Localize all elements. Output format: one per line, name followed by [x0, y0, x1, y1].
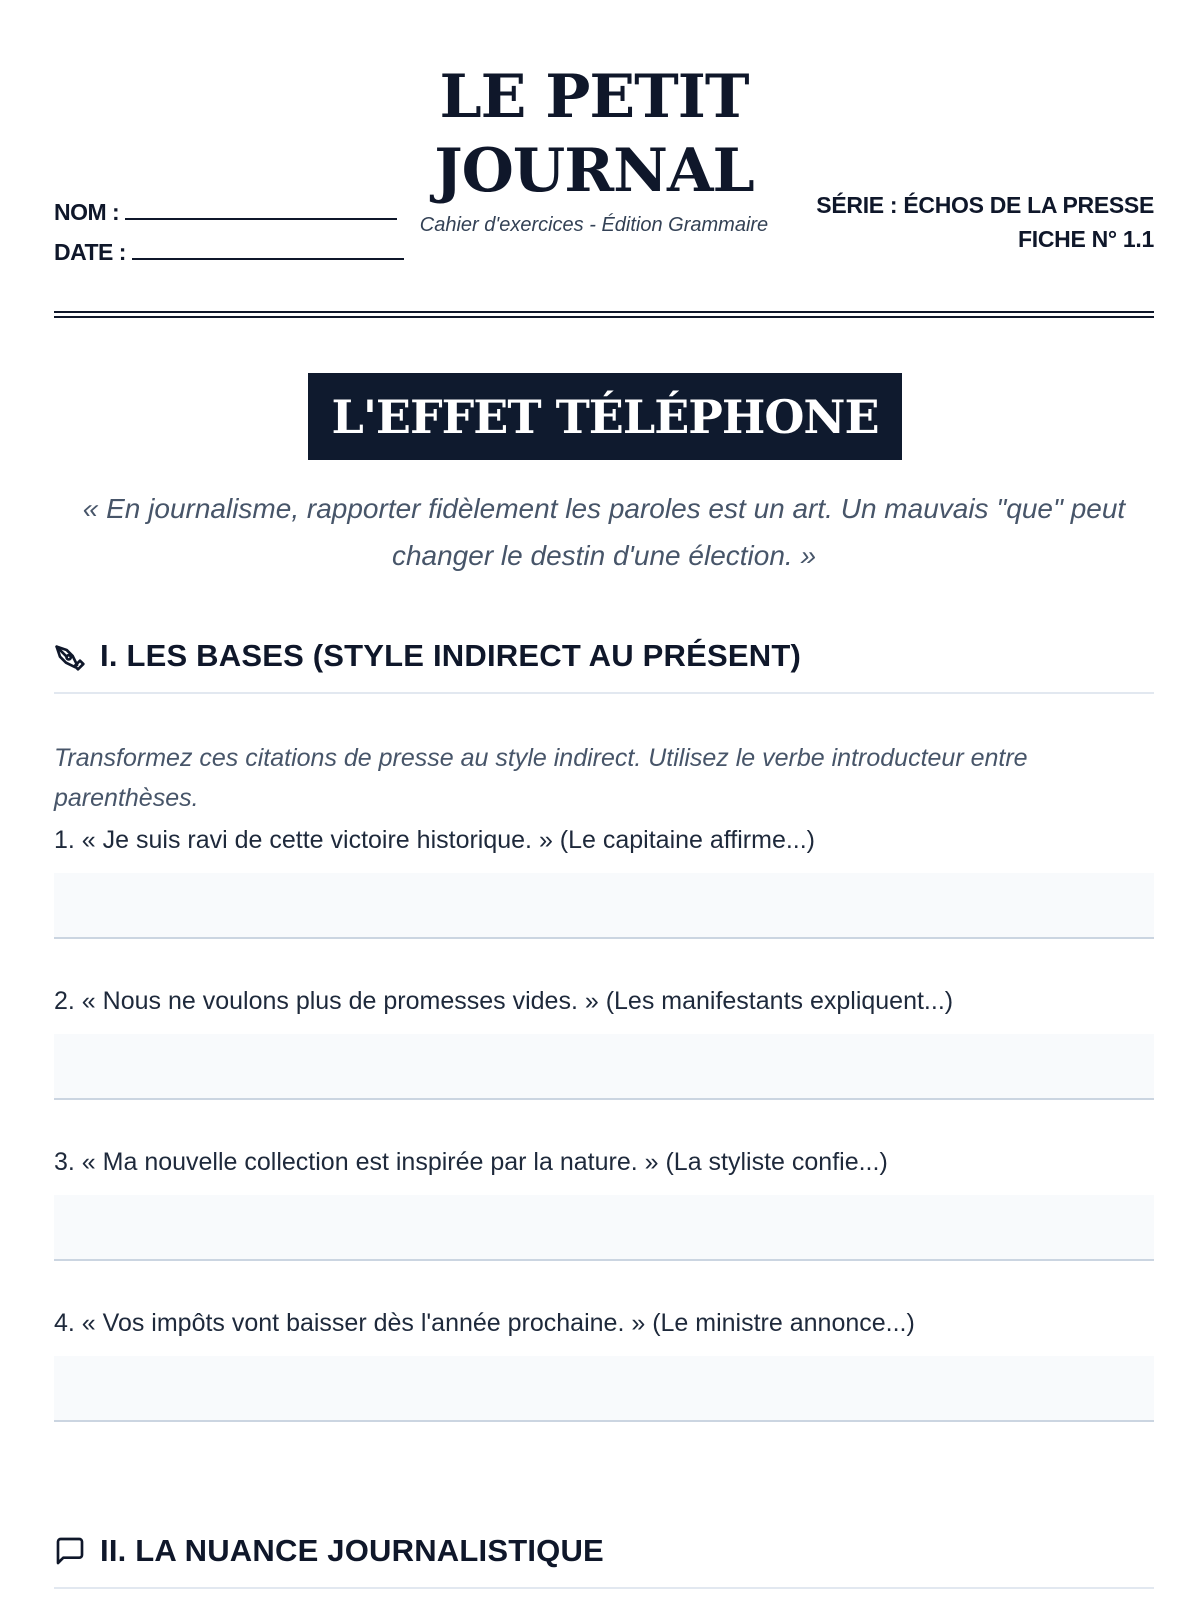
exercise-item: [54, 1306, 1154, 1422]
double-rule-divider: [54, 311, 1154, 318]
section-2-heading: [54, 1515, 1154, 1589]
sheet-number: FICHE N° 1.1: [1018, 226, 1154, 252]
header: [54, 60, 1154, 270]
answer-box[interactable]: [54, 873, 1154, 939]
exercise-item: [54, 823, 1154, 939]
series-label: SÉRIE : ÉCHOS DE LA PRESSE: [816, 192, 1154, 218]
date-field-row: [54, 226, 404, 266]
section-1-heading: [54, 620, 1154, 694]
section-1-instruction: Transformez ces citations de presse au style indirect. Utilisez le verbe introducteur entre parenthèses.: [54, 744, 1028, 812]
series-info: [816, 188, 1154, 256]
title-banner: [308, 373, 902, 460]
epigraph-quote: « En journalisme, rapporter fidèlement les paroles est un art. Un mauvais "que" peut changer le destin d'une élection. »: [82, 493, 1126, 571]
name-field-row: [54, 186, 404, 226]
answer-box[interactable]: [54, 1195, 1154, 1261]
masthead: [394, 60, 794, 239]
date-label: DATE :: [54, 239, 126, 265]
name-label: NOM :: [54, 199, 120, 225]
exercise-item: [54, 984, 1154, 1100]
exercise-prompt: 4. « Vos impôts vont baisser dès l'année prochaine. » (Le ministre annonce...): [54, 1309, 915, 1337]
masthead-title: LE PETIT JOURNAL: [434, 62, 754, 206]
worksheet-title: L'EFFET TÉLÉPHONE: [331, 389, 879, 444]
name-line[interactable]: [125, 194, 397, 220]
masthead-subtitle: Cahier d'exercices - Édition Grammaire: [419, 214, 769, 236]
section-2-title: II. LA NUANCE JOURNALISTIQUE: [100, 1533, 604, 1568]
exercise-prompt: 2. « Nous ne voulons plus de promesses vides. » (Les manifestants expliquent...): [54, 987, 954, 1015]
student-fields: [54, 186, 404, 266]
date-line[interactable]: [132, 234, 404, 260]
speech-bubble-icon: [54, 1535, 86, 1567]
exercise-prompt: 3. « Ma nouvelle collection est inspirée par la nature. » (La styliste confie...): [54, 1148, 888, 1176]
exercise-item: [54, 1145, 1154, 1261]
answer-box[interactable]: [54, 1034, 1154, 1100]
exercise-prompt: 1. « Je suis ravi de cette victoire historique. » (Le capitaine affirme...): [54, 826, 816, 854]
pen-tool-icon: [54, 640, 86, 672]
section-1-title: I. LES BASES (STYLE INDIRECT AU PRÉSENT): [100, 638, 801, 673]
worksheet-page: [54, 0, 1154, 1600]
answer-box[interactable]: [54, 1356, 1154, 1422]
